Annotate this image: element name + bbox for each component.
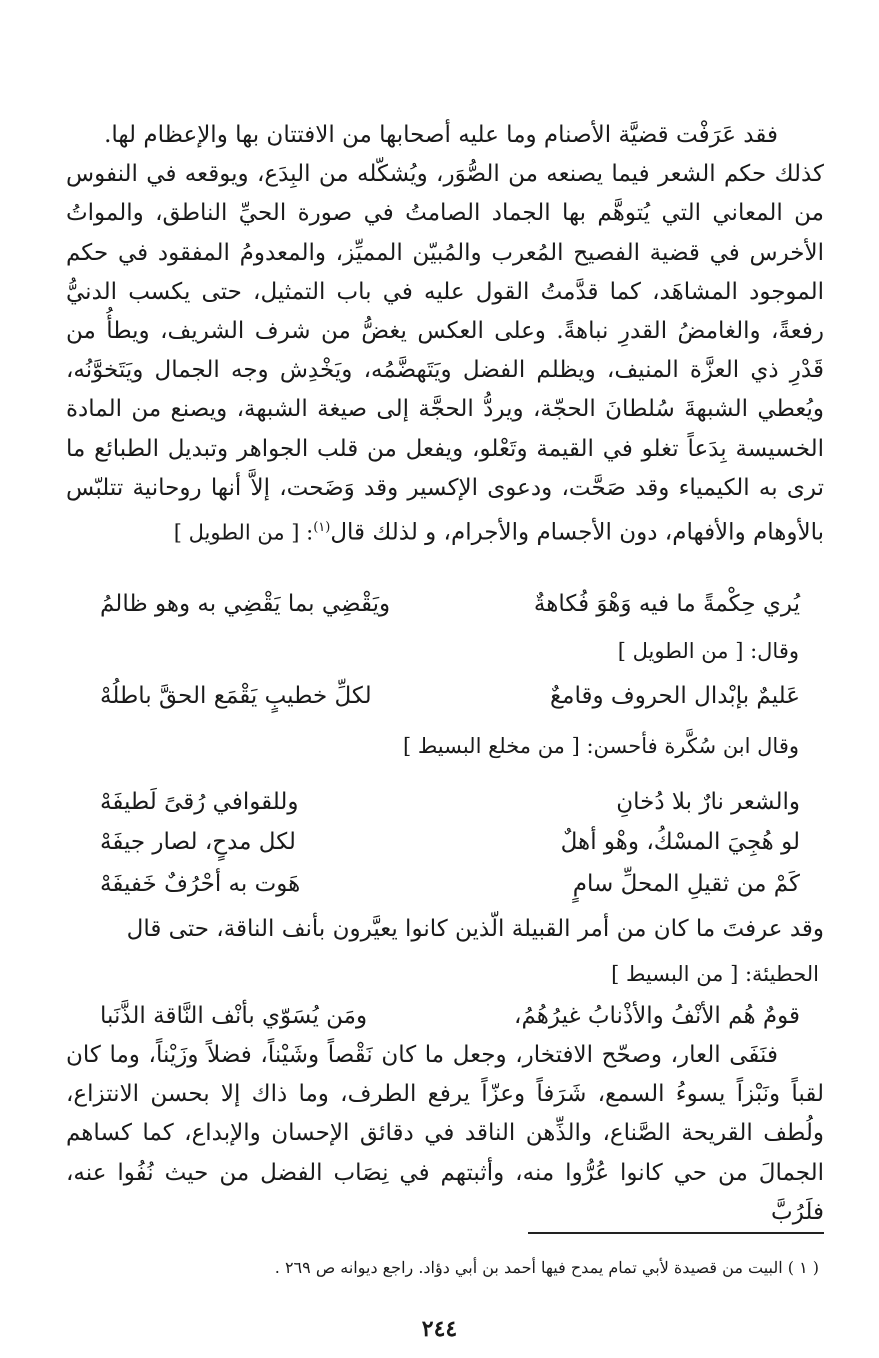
verse-hemistich-second: لكل مدحٍ، لصار جيفَهْ [100,829,296,855]
verse-hemistich-second: ويَقْضِي بما يَقْضِي به وهو ظالمُ [100,591,391,617]
verse-hemistich-first: يُري حِكْمةً ما فيه وَهْوَ فُكاهةٌ [533,591,800,617]
verse-line [100,822,800,862]
verse-hemistich-first: لو هُجِيَ المسْكُ، وهْو أهلٌ [560,829,800,855]
verse-hemistich-first: عَليمٌ بإبْدال الحروف وقامعٌ [549,683,800,709]
verse-line [100,782,800,822]
verse-hemistich-first: كَمْ من ثقيلِ المحلِّ سامٍ [572,871,800,897]
paragraph-4: فنَفَى العار، وصحّح الافتخار، وجعل ما كان نَقْصاً وشَيْناً، فضلاً وزَيْناً، وما كان لقباً ونَبْزاً يسوءُ السمع، شَرَفاً وعزّاً يرفع الطرف، وما ذاك إلا بحسن الانتزاع، ولُطف القريحة الصَّناع، والذِّهن الناقد في دقائق الإحسان والإبداع، كما كساهم الجمالَ من حي كانوا عُرُّوا منه، وأثبتهم في نِصَاب الفضل من حيث نُفُوا عنه، فلَرُبَّ [66,1042,824,1225]
verse-hemistich-second: وللقوافي رُقىً لَطيفَهْ [100,789,299,815]
verse-intro: وقال ابن سُكَّرة فأحسن: [ من مخلع البسيط ] [402,734,799,758]
paragraph-1: فقد عَرَفْت قضيَّة الأصنام وما عليه أصحابها من الافتتان بها والإعظام لها. [104,122,778,148]
paragraph-3-block [66,910,824,949]
verse-hemistich-second: هَوت به أحْرُفٌ خَفيفَهْ [100,871,301,897]
paragraph-2 [66,155,824,553]
footnote-divider [528,1232,824,1234]
footnote-ref: (١) [313,520,331,536]
verse-line [100,864,800,904]
paragraph-4-block [66,1036,824,1232]
verse-hemistich-second: ومَن يُسَوّي بأنْف النَّاقة الذَّنَبا [100,1003,368,1029]
verse-line [100,584,800,624]
footnote: ( ١ ) البيت من قصيدة لأبي تمام يمدح فيها أحمد بن أبي دؤاد. راجع ديوانه ص ٢٦٩ . [274,1258,819,1277]
verse-hemistich-first: والشعر نارٌ بلا دُخانِ [616,789,800,815]
verse-intro: وقال: [ من الطويل ] [617,639,799,663]
verse-hemistich-first: قومٌ هُم الأنْفُ والأذْنابُ غيرُهُمُ، [514,1003,800,1029]
paragraph-3: وقد عرفتَ ما كان من أمر القبيلة الّذين كانوا يعيَّرون بأنف الناقة، حتى قال [126,916,824,942]
verse-line [100,996,800,1036]
verse-hemistich-second: لكلِّ خطيبٍ يَقْمَع الحقَّ باطلُهْ [100,683,372,709]
page-number: ٢٤٤ [421,1316,458,1342]
verse-line [100,676,800,716]
main-text [66,116,824,553]
verse-intro: الحطيئة: [ من البسيط ] [611,962,819,986]
meter-label: : [ من الطويل ] [173,520,314,545]
paragraph-2-text: كذلك حكم الشعر فيما يصنعه من الصُّوَر، ويُشكّله من البِدَع، ويوقعه في النفوس من المعاني التي يُتوهَّم بها الجماد الصامتُ في صورة الحيِّ الناطق، والمواتُ الأخرس في قضية الفصيح المُعرب والمُبيّن المميِّز، والمعدومُ المفقود في حكم الموجود المشاهَد، كما قدَّمتُ القول عليه في باب التمثيل، حتى يكسب الدنيُّ رفعةً، والغامضُ القدرِ نباهةً. وعلى العكس يغضُّ من شرف الشريف، ويطأُ من قَدْرِ ذي العزَّة المنيف، ويظلم الفضل ويَتَهضَّمُه، ويَخْدِش وجه الجمال ويَتَخوَّنُه، ويُعطي الشبهةَ سُلطانَ الحجّة، ويردُّ الحجَّة إلى صيغة الشبهة، ويصنع من المادة الخسيسة بِدَعاً تغلو في القيمة وتَعْلو، ويفعل من قلب الجواهر وتبديل الطبائع ما ترى به الكيمياء وقد صَحَّت، ودعوى الإكسير وقد وَضَحت، إلاَّ أنها روحانية تتلبّس بالأوهام والأفهام، دون الأجسام والأجرام، و لذلك قال [66,161,824,546]
